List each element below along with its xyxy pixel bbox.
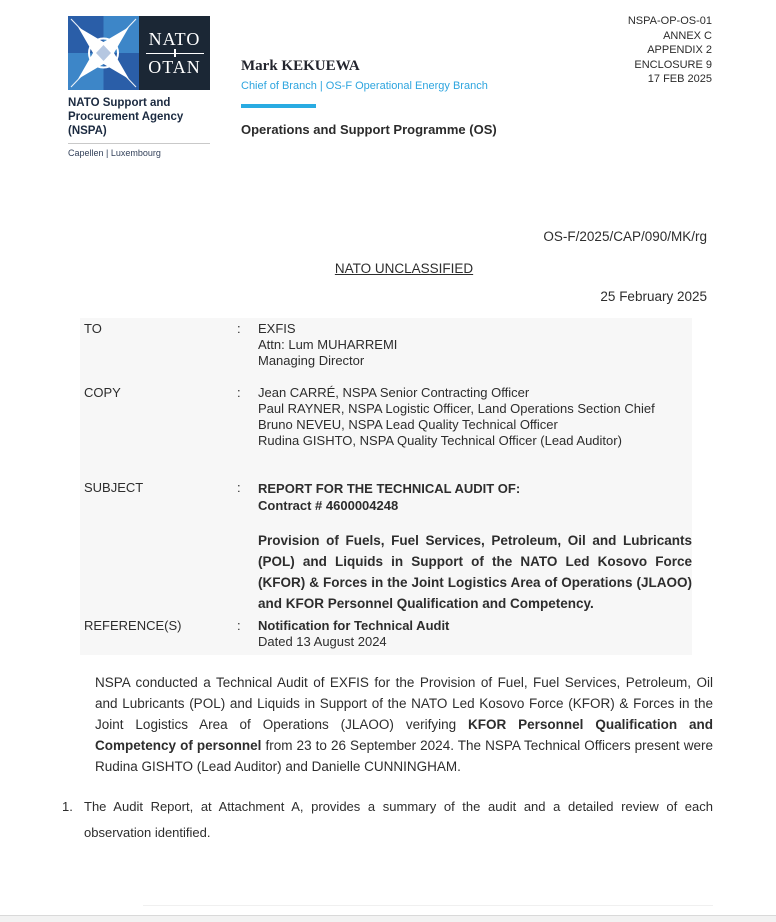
page-bottom-edge: [0, 915, 776, 922]
reference-title-line: Notification for Technical Audit: [258, 618, 450, 633]
copy-line: Rudina GISHTO, NSPA Quality Technical Officer (Lead Auditor): [258, 433, 622, 448]
classification-marking: NATO UNCLASSIFIED: [334, 261, 474, 276]
colon: :: [237, 385, 241, 400]
copy-line: Paul RAYNER, NSPA Logistic Officer, Land Operations Section Chief: [258, 401, 655, 416]
reference-value: [258, 618, 692, 650]
body-text-part1: NSPA conducted a Technical Audit of EXFIS for the Provision of Fuel, Fuel Services, Petroleum, Oil and Lubricants (POL) and Liquids in Support of the NATO Led Kosovo Force (KFOR) & Forces in the Joint Logistics Area of Operations (JLAOO) verifying: [95, 675, 713, 732]
nato-logo-banner: [68, 16, 210, 90]
otan-wordmark: OTAN: [148, 57, 201, 77]
nato-compass-icon: [68, 16, 139, 90]
ref-line: NSPA-OP-OS-01: [627, 15, 712, 27]
to-line: Managing Director: [258, 353, 365, 368]
to-line: EXFIS: [258, 321, 296, 336]
item-number: 1.: [62, 799, 73, 814]
subject-title-line: REPORT FOR THE TECHNICAL AUDIT OF:: [258, 481, 521, 496]
colon: :: [237, 321, 241, 336]
copy-line: Bruno NEVEU, NSPA Lead Quality Technical Officer: [258, 417, 558, 432]
agency-name: NATO Support and Procurement Agency (NSPA): [68, 97, 184, 137]
reference-label: REFERENCE(S): [84, 618, 182, 633]
to-line: Attn: Lum MUHARREMI: [258, 337, 398, 352]
field-to: [80, 321, 692, 369]
subject-contract-line: Contract # 4600004248: [258, 498, 399, 513]
nato-otan-panel: [139, 16, 210, 90]
nato-wordmark: NATO: [148, 29, 201, 49]
ref-line: ANNEX C: [663, 29, 712, 42]
logo-divider: [68, 143, 210, 144]
officer-header: [241, 58, 581, 137]
nato-cross-icon: [146, 48, 204, 58]
agency-location: Capellen | Luxembourg: [68, 148, 161, 158]
body-text-bold: KFOR Personnel Qualification and Competency of personnel: [95, 717, 714, 753]
subject-value: [258, 480, 692, 614]
accent-rule: [241, 104, 316, 108]
item-text: The Audit Report, at Attachment A, provides a summary of the audit and a detailed review of each observation identified.: [84, 799, 713, 840]
ref-line: ENCLOSURE 9: [634, 58, 712, 71]
document-date: 25 February 2025: [600, 289, 707, 304]
body-paragraph: [95, 672, 713, 777]
colon: :: [237, 480, 241, 495]
officer-name: Mark KEKUEWA: [241, 58, 360, 74]
subject-description: Provision of Fuels, Fuel Services, Petroleum, Oil and Lubricants (POL) and Liquids in Support of the NATO Led Kosovo Force (KFOR) & Forces in the Joint Logistics Area of Operations (JLAOO) and KFOR Personnel Qualification and Competency.: [258, 533, 692, 611]
memo-fields: [80, 318, 692, 655]
reference-date-line: Dated 13 August 2024: [258, 634, 387, 649]
subject-label: SUBJECT: [84, 480, 144, 495]
file-reference: OS-F/2025/CAP/090/MK/rg: [543, 229, 707, 244]
to-label: TO: [84, 321, 102, 336]
to-value: [258, 321, 692, 369]
copy-line: Jean CARRÉ, NSPA Senior Contracting Officer: [258, 385, 530, 400]
field-subject: [80, 480, 692, 614]
document-ref-block: [628, 14, 712, 87]
programme-title: Operations and Support Programme (OS): [241, 122, 497, 137]
ref-line: APPENDIX 2: [647, 44, 712, 56]
copy-value: [258, 385, 692, 449]
numbered-item-1: [62, 794, 713, 846]
body-text-part2: from 23 to 26 September 2024. The NSPA Technical Officers present were Rudina GISHTO (Lead Auditor) and Danielle CUNNINGHAM.: [95, 738, 713, 774]
colon: :: [237, 618, 241, 633]
footer-hairline: [143, 905, 713, 906]
officer-title: Chief of Branch | OS-F Operational Energy Branch: [241, 80, 488, 92]
field-reference: [80, 618, 692, 650]
ref-line: 17 FEB 2025: [647, 73, 712, 85]
field-copy: [80, 385, 692, 449]
nspa-logo: [68, 16, 210, 158]
copy-label: COPY: [84, 385, 121, 400]
